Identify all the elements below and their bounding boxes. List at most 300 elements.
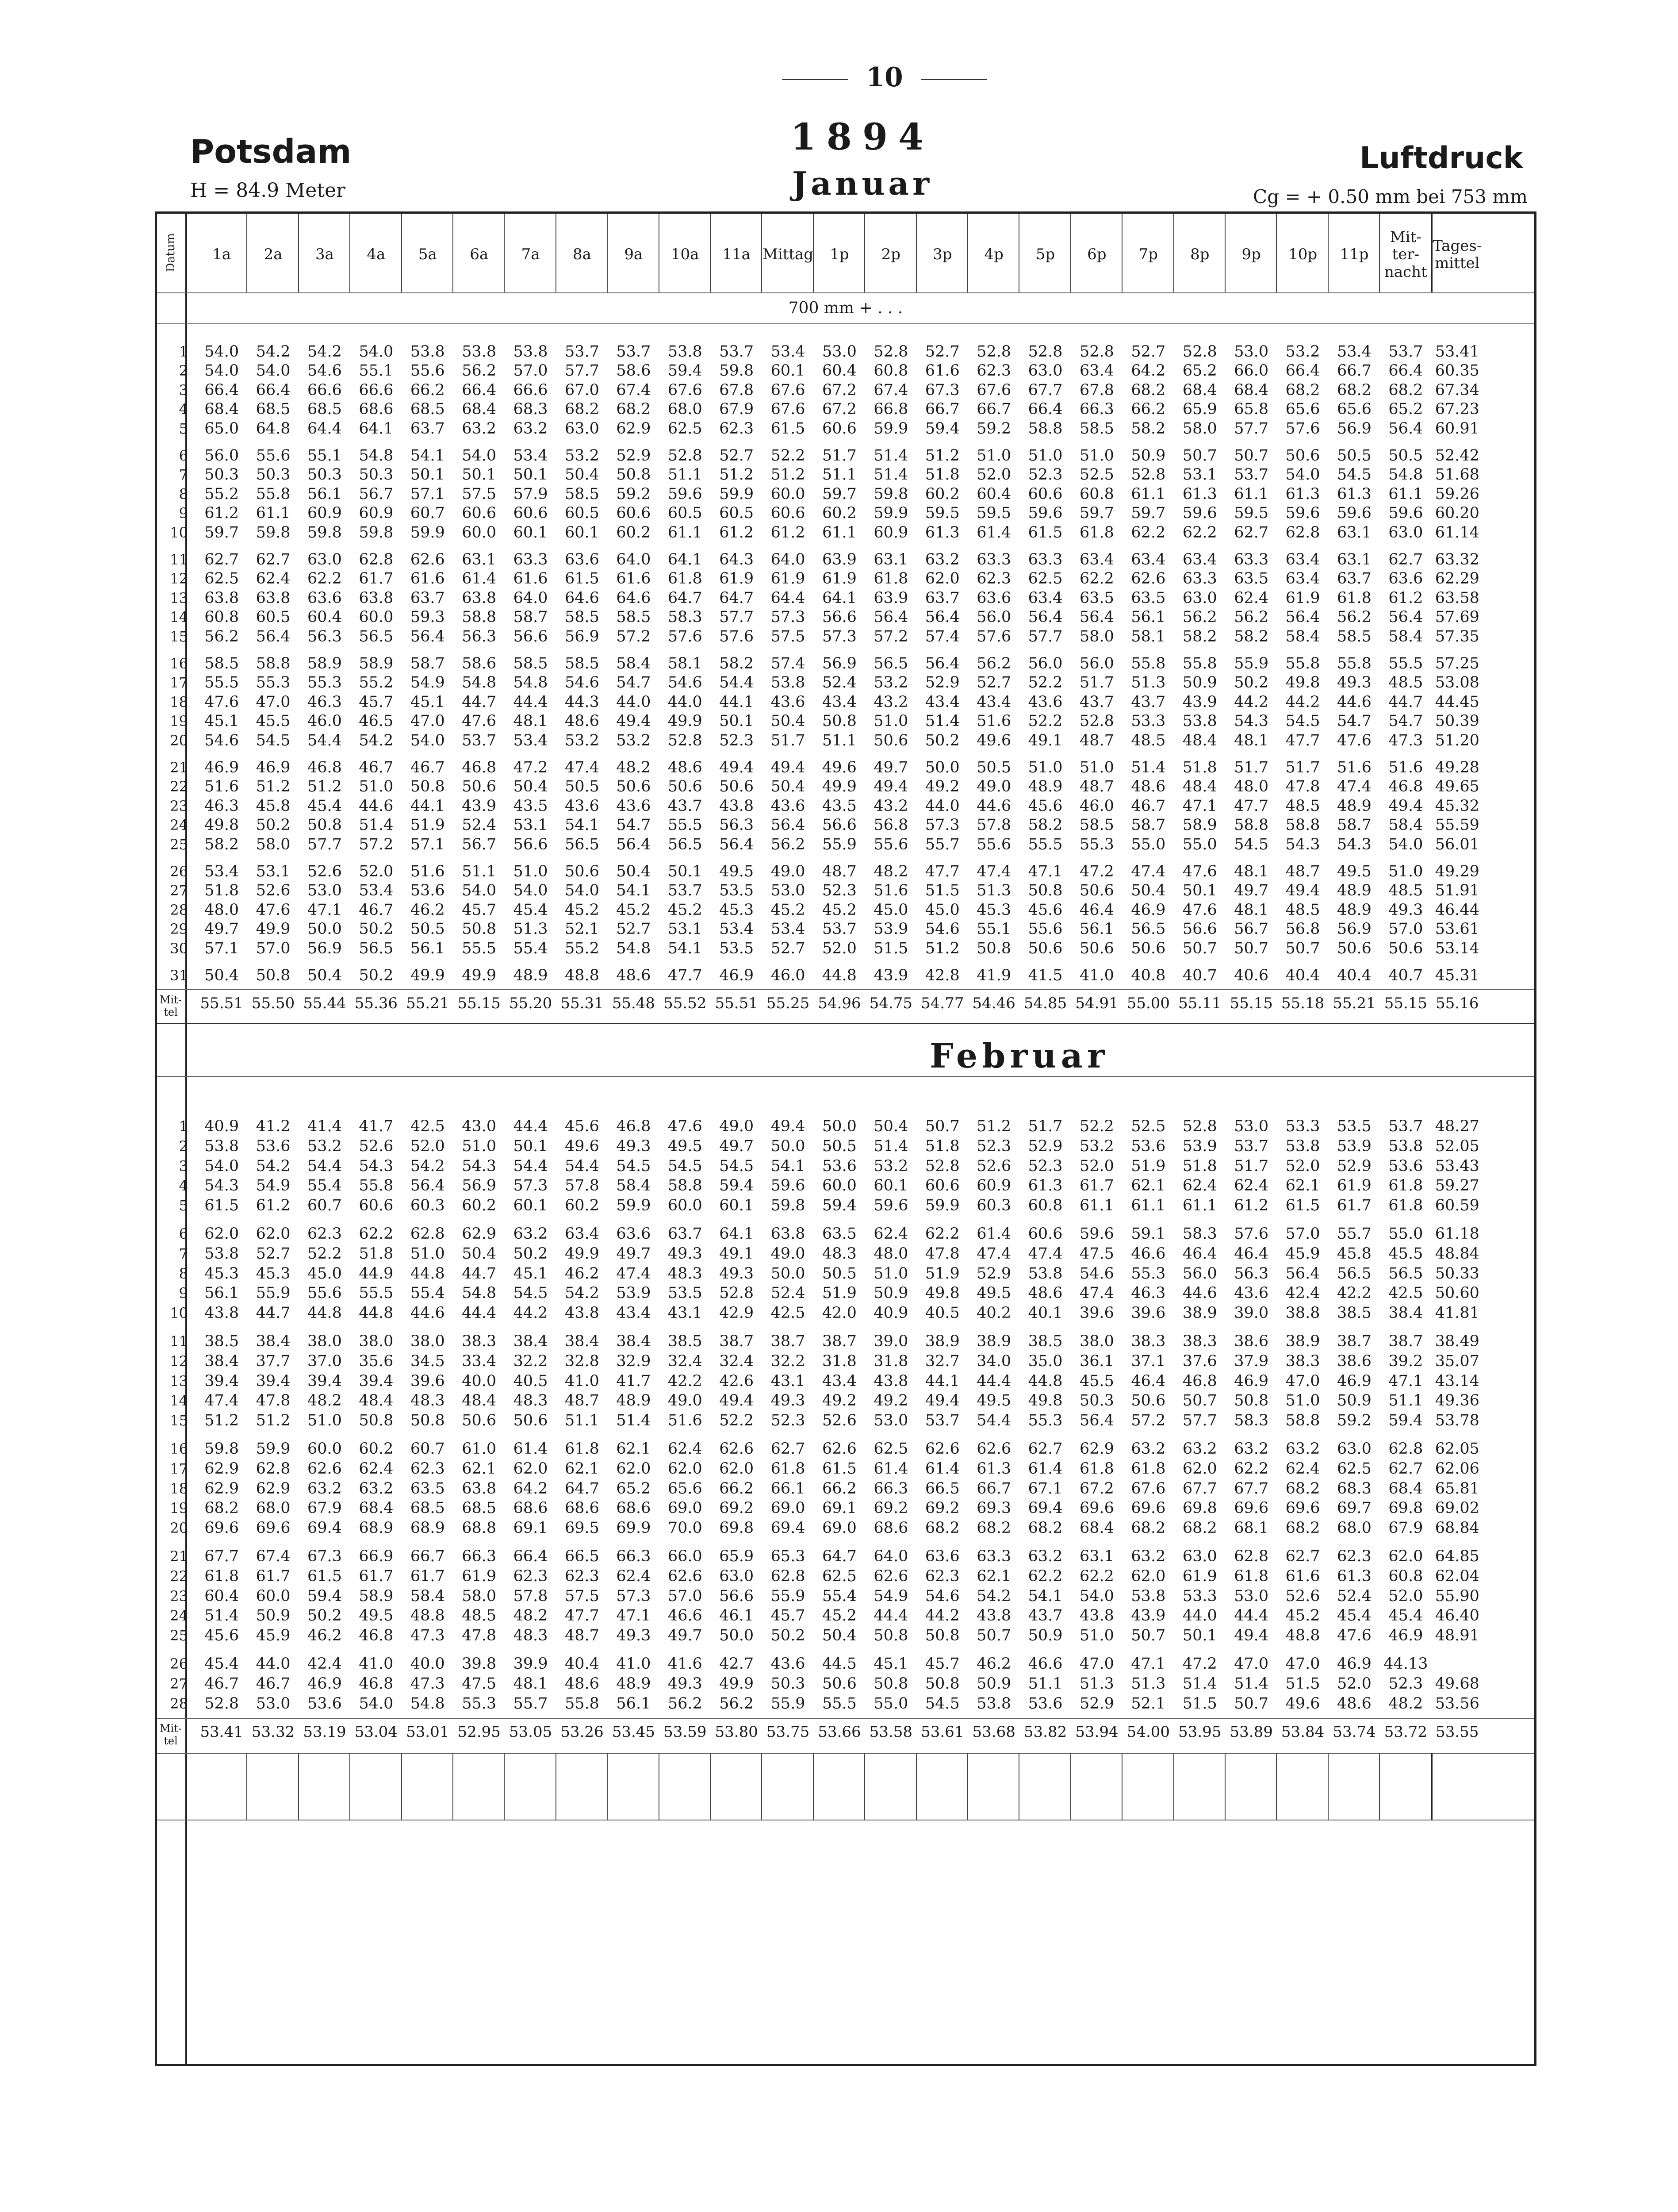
- pressure-cell: 55.5: [1388, 655, 1423, 672]
- pressure-cell: 53.6: [1388, 1157, 1423, 1175]
- pressure-cell: 45.0: [925, 901, 960, 919]
- pressure-cell: 48.4: [1182, 778, 1217, 796]
- daily-mean-cell: 65.81: [1435, 1479, 1479, 1498]
- pressure-cell: 53.3: [1182, 1587, 1217, 1605]
- pressure-cell: 57.6: [1285, 419, 1320, 438]
- pressure-cell: 44.6: [977, 797, 1011, 815]
- row-rule: [157, 1718, 1534, 1719]
- pressure-cell: 54.5: [256, 731, 291, 749]
- pressure-cell: 57.7: [565, 362, 599, 380]
- pressure-cell: 54.0: [204, 362, 239, 380]
- pressure-cell: 46.0: [307, 712, 342, 730]
- pressure-cell: 68.2: [1285, 1479, 1320, 1498]
- pressure-cell: 51.8: [925, 466, 960, 484]
- table-row: [157, 361, 1534, 380]
- pressure-cell: 62.7: [204, 551, 239, 568]
- pressure-cell: 52.8: [1131, 466, 1166, 484]
- pressure-cell: 49.1: [1028, 731, 1063, 749]
- daily-mean-cell: 51.68: [1435, 466, 1479, 484]
- pressure-cell: 49.4: [719, 759, 754, 776]
- pressure-cell: 43.2: [873, 797, 908, 815]
- pressure-cell: 43.6: [1028, 693, 1063, 711]
- pressure-cell: 62.5: [1337, 1459, 1372, 1478]
- pressure-cell: 68.2: [1028, 1519, 1063, 1537]
- pressure-cell: 63.8: [256, 589, 291, 607]
- pressure-cell: 52.9: [1337, 1157, 1372, 1175]
- pressure-cell: 57.7: [719, 608, 754, 626]
- pressure-cell: 41.4: [307, 1118, 342, 1136]
- pressure-cell: 52.8: [667, 447, 702, 465]
- mittel-cell: 53.04: [354, 1723, 398, 1741]
- pressure-cell: 61.6: [410, 570, 445, 588]
- pressure-cell: 51.3: [513, 920, 548, 938]
- pressure-cell: 46.4: [1182, 1244, 1217, 1263]
- pressure-cell: 49.3: [719, 1264, 754, 1283]
- pressure-cell: 54.7: [616, 674, 651, 692]
- pressure-cell: 58.5: [565, 485, 599, 503]
- pressure-cell: 44.4: [513, 693, 548, 711]
- pressure-cell: 65.2: [1388, 400, 1423, 419]
- pressure-cell: 63.8: [770, 1225, 805, 1243]
- pressure-cell: 54.4: [307, 731, 342, 749]
- pressure-cell: 53.0: [1234, 343, 1269, 361]
- pressure-cell: 39.9: [513, 1655, 548, 1673]
- pressure-cell: 68.2: [616, 400, 651, 419]
- pressure-cell: 62.0: [204, 1225, 239, 1243]
- pressure-cell: 57.1: [204, 939, 239, 957]
- pressure-cell: 61.4: [925, 1459, 960, 1478]
- pressure-cell: 53.5: [719, 939, 754, 957]
- pressure-cell: 60.9: [977, 1177, 1011, 1195]
- table-row: [157, 900, 1534, 920]
- pressure-cell: 55.9: [822, 835, 857, 853]
- pressure-cell: 58.5: [204, 655, 239, 672]
- pressure-cell: 43.9: [462, 797, 497, 815]
- pressure-cell: 61.1: [256, 504, 291, 522]
- pressure-cell: 51.0: [1028, 759, 1063, 776]
- pressure-cell: 66.2: [822, 1479, 857, 1498]
- pressure-cell: 55.8: [1182, 655, 1217, 672]
- header-hour: 8p: [1190, 246, 1210, 264]
- pressure-cell: 53.7: [1388, 343, 1423, 361]
- day-number: 7: [179, 466, 188, 484]
- pressure-cell: 48.1: [513, 1674, 548, 1693]
- pressure-cell: 50.8: [616, 466, 651, 484]
- pressure-cell: 49.0: [770, 863, 805, 880]
- pressure-cell: 56.6: [719, 1587, 754, 1605]
- pressure-cell: 47.1: [1028, 863, 1063, 880]
- pressure-cell: 45.8: [1337, 1244, 1372, 1263]
- pressure-cell: 43.9: [1182, 693, 1217, 711]
- pressure-cell: 51.5: [1182, 1694, 1217, 1713]
- pressure-cell: 68.2: [1388, 381, 1423, 399]
- pressure-cell: 63.8: [359, 589, 394, 607]
- daily-mean-cell: 41.81: [1435, 1304, 1479, 1322]
- pressure-cell: 50.1: [719, 712, 754, 730]
- pressure-cell: 45.5: [1080, 1372, 1114, 1390]
- pressure-cell: 59.9: [616, 1196, 651, 1214]
- pressure-cell: 43.7: [1131, 693, 1166, 711]
- pressure-cell: 51.7: [1080, 674, 1114, 692]
- pressure-cell: 58.9: [359, 655, 394, 672]
- pressure-cell: 63.2: [1285, 1440, 1320, 1458]
- pressure-cell: 54.8: [462, 1284, 497, 1302]
- pressure-cell: 63.0: [1388, 523, 1423, 541]
- pressure-cell: 48.1: [1234, 731, 1269, 749]
- pressure-cell: 60.2: [925, 485, 960, 503]
- pressure-cell: 52.3: [1388, 1674, 1423, 1693]
- pressure-cell: 58.3: [1182, 1225, 1217, 1243]
- pressure-cell: 52.9: [616, 447, 651, 465]
- pressure-cell: 42.6: [719, 1372, 754, 1390]
- pressure-cell: 38.3: [1285, 1352, 1320, 1370]
- header-hour: 1p: [830, 246, 849, 264]
- pressure-cell: 56.9: [307, 939, 342, 957]
- pressure-cell: 61.8: [204, 1567, 239, 1585]
- pressure-cell: 61.9: [1182, 1567, 1217, 1585]
- pressure-cell: 43.8: [565, 1304, 599, 1322]
- pressure-cell: 51.5: [873, 939, 908, 957]
- year-title: 1894: [790, 116, 935, 158]
- pressure-cell: 48.3: [513, 1392, 548, 1410]
- pressure-cell: 59.8: [359, 523, 394, 541]
- pressure-cell: 52.7: [925, 343, 960, 361]
- pressure-cell: 62.4: [1285, 1459, 1320, 1478]
- pressure-cell: 43.8: [977, 1607, 1011, 1625]
- pressure-cell: 51.0: [410, 1244, 445, 1263]
- pressure-cell: 59.8: [770, 1196, 805, 1214]
- pressure-cell: 52.8: [204, 1694, 239, 1713]
- pressure-cell: 51.4: [873, 466, 908, 484]
- mittel-label: Mit-tel: [159, 1722, 182, 1747]
- column-rule: [710, 1753, 711, 1820]
- pressure-cell: 48.6: [616, 967, 651, 984]
- pressure-cell: 55.3: [307, 674, 342, 692]
- pressure-cell: 41.0: [616, 1655, 651, 1673]
- pressure-cell: 48.5: [1285, 797, 1320, 815]
- pressure-cell: 53.2: [1285, 343, 1320, 361]
- pressure-cell: 55.7: [1337, 1225, 1372, 1243]
- day-number: 1: [179, 1118, 188, 1135]
- day-number: 2: [179, 362, 188, 380]
- header-hour: 9p: [1241, 246, 1261, 264]
- pressure-cell: 32.2: [513, 1352, 548, 1370]
- pressure-cell: 44.2: [1234, 693, 1269, 711]
- pressure-cell: 49.7: [204, 920, 239, 938]
- pressure-cell: 50.7: [1234, 447, 1269, 465]
- pressure-cell: 53.1: [667, 920, 702, 938]
- pressure-cell: 59.9: [410, 523, 445, 541]
- pressure-cell: 53.1: [1182, 466, 1217, 484]
- pressure-cell: 50.5: [822, 1264, 857, 1283]
- pressure-cell: 54.0: [1285, 466, 1320, 484]
- pressure-cell: 53.0: [307, 882, 342, 900]
- pressure-cell: 64.8: [256, 419, 291, 438]
- pressure-cell: 54.0: [204, 1157, 239, 1175]
- pressure-cell: 63.5: [410, 1479, 445, 1498]
- pressure-cell: 37.0: [307, 1352, 342, 1370]
- pressure-cell: 55.6: [1028, 920, 1063, 938]
- pressure-cell: 48.2: [307, 1392, 342, 1410]
- pressure-cell: 48.0: [204, 901, 239, 919]
- pressure-cell: 50.1: [667, 863, 702, 880]
- pressure-cell: 50.1: [1182, 882, 1217, 900]
- pressure-cell: 47.1: [307, 901, 342, 919]
- pressure-cell: 63.2: [1131, 1548, 1166, 1566]
- pressure-cell: 38.7: [770, 1333, 805, 1351]
- day-number: 28: [170, 901, 188, 918]
- pressure-cell: 47.7: [1234, 797, 1269, 815]
- column-rule: [1379, 1753, 1380, 1820]
- pressure-cell: 60.6: [770, 504, 805, 522]
- pressure-cell: 61.5: [770, 419, 805, 438]
- daily-mean-cell: 50.33: [1435, 1264, 1479, 1283]
- pressure-cell: 61.7: [359, 1567, 394, 1585]
- pressure-cell: 62.9: [204, 1459, 239, 1478]
- pressure-cell: 53.9: [1182, 1137, 1217, 1155]
- pressure-cell: 50.4: [204, 967, 239, 984]
- pressure-cell: 65.6: [667, 1479, 702, 1498]
- pressure-cell: 54.9: [873, 1587, 908, 1605]
- pressure-cell: 59.1: [1131, 1225, 1166, 1243]
- header-hour: 2a: [264, 246, 283, 264]
- pressure-cell: 63.1: [1337, 551, 1372, 568]
- daily-mean-cell: 44.45: [1435, 693, 1479, 711]
- daily-mean-cell: 51.91: [1435, 882, 1479, 900]
- pressure-cell: 62.0: [667, 1459, 702, 1478]
- pressure-cell: 54.6: [667, 674, 702, 692]
- pressure-cell: 68.2: [1285, 1519, 1320, 1537]
- pressure-cell: 60.3: [410, 1196, 445, 1214]
- pressure-cell: 39.4: [359, 1372, 394, 1390]
- pressure-cell: 44.4: [977, 1372, 1011, 1390]
- pressure-cell: 48.0: [1234, 778, 1269, 796]
- pressure-cell: 68.6: [359, 400, 394, 419]
- pressure-cell: 69.6: [204, 1519, 239, 1537]
- pressure-cell: 64.3: [719, 551, 754, 568]
- day-number: 11: [170, 1333, 188, 1350]
- pressure-cell: 38.5: [204, 1333, 239, 1351]
- column-rule: [607, 1753, 608, 1820]
- pressure-cell: 49.7: [616, 1244, 651, 1263]
- pressure-cell: 58.5: [616, 608, 651, 626]
- pressure-cell: 61.3: [1337, 485, 1372, 503]
- pressure-cell: 68.0: [256, 1499, 291, 1517]
- pressure-cell: 68.4: [359, 1499, 394, 1517]
- pressure-cell: 54.0: [359, 1694, 394, 1713]
- pressure-cell: 56.0: [204, 447, 239, 465]
- day-number: 17: [170, 674, 188, 691]
- pressure-cell: 65.2: [616, 1479, 651, 1498]
- daily-mean-cell: 53.41: [1435, 343, 1479, 361]
- pressure-cell: 67.2: [822, 400, 857, 419]
- pressure-cell: 47.3: [410, 1674, 445, 1693]
- mittel-cell: 53.61: [921, 1723, 964, 1741]
- pressure-cell: 68.9: [359, 1519, 394, 1537]
- pressure-cell: 63.0: [565, 419, 599, 438]
- pressure-cell: 52.0: [822, 939, 857, 957]
- pressure-cell: 58.4: [1388, 627, 1423, 645]
- pressure-cell: 50.9: [873, 1284, 908, 1302]
- pressure-cell: 63.2: [925, 551, 960, 568]
- pressure-cell: 61.3: [1028, 1177, 1063, 1195]
- pressure-cell: 51.4: [925, 712, 960, 730]
- pressure-cell: 32.4: [667, 1352, 702, 1370]
- column-rule: [967, 1753, 968, 1820]
- column-rule: [401, 214, 402, 292]
- pressure-cell: 40.0: [410, 1655, 445, 1673]
- pressure-cell: 54.5: [616, 1157, 651, 1175]
- pressure-cell: 60.1: [565, 523, 599, 541]
- pressure-cell: 57.2: [1131, 1411, 1166, 1429]
- pressure-cell: 45.7: [770, 1607, 805, 1625]
- pressure-cell: 39.6: [1080, 1304, 1114, 1322]
- pressure-cell: 44.8: [307, 1304, 342, 1322]
- pressure-cell: 50.0: [719, 1626, 754, 1644]
- pressure-cell: 39.8: [462, 1655, 497, 1673]
- pressure-cell: 62.4: [873, 1225, 908, 1243]
- pressure-cell: 53.6: [1028, 1694, 1063, 1713]
- pressure-cell: 44.3: [565, 693, 599, 711]
- pressure-cell: 53.0: [1234, 1118, 1269, 1136]
- pressure-cell: 56.4: [1388, 608, 1423, 626]
- pressure-cell: 50.8: [462, 920, 497, 938]
- pressure-cell: 50.4: [307, 967, 342, 984]
- pressure-cell: 45.4: [307, 797, 342, 815]
- pressure-cell: 50.8: [359, 1411, 394, 1429]
- daily-mean-cell: 61.14: [1435, 523, 1479, 541]
- pressure-cell: 59.4: [667, 362, 702, 380]
- pressure-cell: 55.6: [307, 1284, 342, 1302]
- pressure-cell: 53.7: [1388, 1118, 1423, 1136]
- pressure-cell: 60.2: [359, 1440, 394, 1458]
- pressure-cell: 51.8: [1182, 759, 1217, 776]
- pressure-cell: 46.9: [1131, 901, 1166, 919]
- pressure-cell: 52.6: [256, 882, 291, 900]
- pressure-cell: 44.1: [925, 1372, 960, 1390]
- pressure-cell: 67.8: [1080, 381, 1114, 399]
- pressure-cell: 58.4: [410, 1587, 445, 1605]
- pressure-cell: 60.5: [667, 504, 702, 522]
- pressure-cell: 38.7: [1388, 1333, 1423, 1351]
- column-rule: [349, 214, 350, 292]
- pressure-cell: 44.8: [410, 1264, 445, 1283]
- pressure-cell: 58.6: [616, 362, 651, 380]
- pressure-cell: 58.4: [1388, 816, 1423, 834]
- pressure-cell: 66.3: [616, 1548, 651, 1566]
- pressure-cell: 45.7: [462, 901, 497, 919]
- daily-mean-cell: 64.85: [1435, 1548, 1479, 1566]
- pressure-cell: 63.2: [513, 419, 548, 438]
- pressure-cell: 48.9: [1337, 797, 1372, 815]
- pressure-cell: 61.8: [873, 570, 908, 588]
- pressure-cell: 63.2: [462, 419, 497, 438]
- pressure-cell: 61.9: [822, 570, 857, 588]
- pressure-cell: 52.3: [719, 731, 754, 749]
- pressure-cell: 61.6: [513, 570, 548, 588]
- pressure-cell: 49.3: [616, 1137, 651, 1155]
- pressure-cell: 45.4: [1388, 1607, 1423, 1625]
- pressure-cell: 59.9: [873, 504, 908, 522]
- pressure-cell: 60.4: [822, 362, 857, 380]
- pressure-cell: 53.7: [667, 882, 702, 900]
- pressure-cell: 54.7: [1388, 712, 1423, 730]
- pressure-cell: 59.2: [977, 419, 1011, 438]
- mittel-row: [157, 994, 1534, 1019]
- pressure-cell: 50.3: [770, 1674, 805, 1693]
- pressure-cell: 48.5: [1131, 731, 1166, 749]
- pressure-cell: 58.8: [1285, 1411, 1320, 1429]
- pressure-cell: 52.7: [616, 920, 651, 938]
- pressure-cell: 59.6: [1182, 504, 1217, 522]
- pressure-cell: 61.6: [925, 362, 960, 380]
- pressure-cell: 51.2: [770, 466, 805, 484]
- pressure-cell: 49.5: [719, 863, 754, 880]
- pressure-cell: 63.4: [1028, 589, 1063, 607]
- mittel-cell: 53.82: [1023, 1723, 1067, 1741]
- pressure-cell: 62.8: [1285, 523, 1320, 541]
- pressure-cell: 47.1: [1388, 1372, 1423, 1390]
- pressure-cell: 52.2: [770, 447, 805, 465]
- pressure-cell: 58.4: [616, 655, 651, 672]
- pressure-cell: 54.2: [977, 1587, 1011, 1605]
- pressure-cell: 56.1: [616, 1694, 651, 1713]
- pressure-cell: 67.7: [1028, 381, 1063, 399]
- pressure-cell: 59.6: [770, 1177, 805, 1195]
- pressure-cell: 47.2: [1080, 863, 1114, 880]
- mittel-cell: 53.32: [251, 1723, 295, 1741]
- pressure-cell: 52.6: [977, 1157, 1011, 1175]
- pressure-cell: 54.1: [1028, 1587, 1063, 1605]
- pressure-cell: 53.6: [822, 1157, 857, 1175]
- pressure-cell: 50.9: [1182, 674, 1217, 692]
- pressure-cell: 53.0: [822, 343, 857, 361]
- pressure-cell: 46.9: [719, 967, 754, 984]
- pressure-cell: 51.3: [1131, 674, 1166, 692]
- pressure-cell: 51.2: [977, 1118, 1011, 1136]
- pressure-cell: 46.7: [1131, 797, 1166, 815]
- header-hour: 3a: [315, 246, 334, 264]
- pressure-cell: 54.0: [410, 731, 445, 749]
- pressure-cell: 38.0: [307, 1333, 342, 1351]
- day-number: 16: [170, 1440, 188, 1458]
- pressure-cell: 46.4: [1080, 901, 1114, 919]
- pressure-cell: 68.3: [513, 400, 548, 419]
- pressure-cell: 49.5: [977, 1284, 1011, 1302]
- pressure-cell: 61.8: [770, 1459, 805, 1478]
- pressure-cell: 62.0: [1182, 1459, 1217, 1478]
- mittel-cell: 53.72: [1384, 1723, 1428, 1741]
- pressure-cell: 49.5: [1337, 863, 1372, 880]
- table-row: [157, 419, 1534, 438]
- header-hour: 2p: [881, 246, 901, 264]
- pressure-cell: 63.5: [1080, 589, 1114, 607]
- pressure-cell: 63.0: [1028, 362, 1063, 380]
- pressure-cell: 63.5: [1131, 589, 1166, 607]
- pressure-cell: 56.4: [770, 816, 805, 834]
- pressure-cell: 52.6: [822, 1411, 857, 1429]
- pressure-cell: 55.7: [925, 835, 960, 853]
- pressure-cell: 59.3: [410, 608, 445, 626]
- pressure-cell: 38.0: [410, 1333, 445, 1351]
- pressure-cell: 67.7: [204, 1548, 239, 1566]
- pressure-cell: 45.4: [1337, 1607, 1372, 1625]
- pressure-cell: 55.5: [204, 674, 239, 692]
- pressure-cell: 50.2: [256, 816, 291, 834]
- pressure-cell: 44.7: [462, 693, 497, 711]
- mittel-cell: 54.77: [921, 995, 964, 1013]
- pressure-cell: 53.2: [565, 731, 599, 749]
